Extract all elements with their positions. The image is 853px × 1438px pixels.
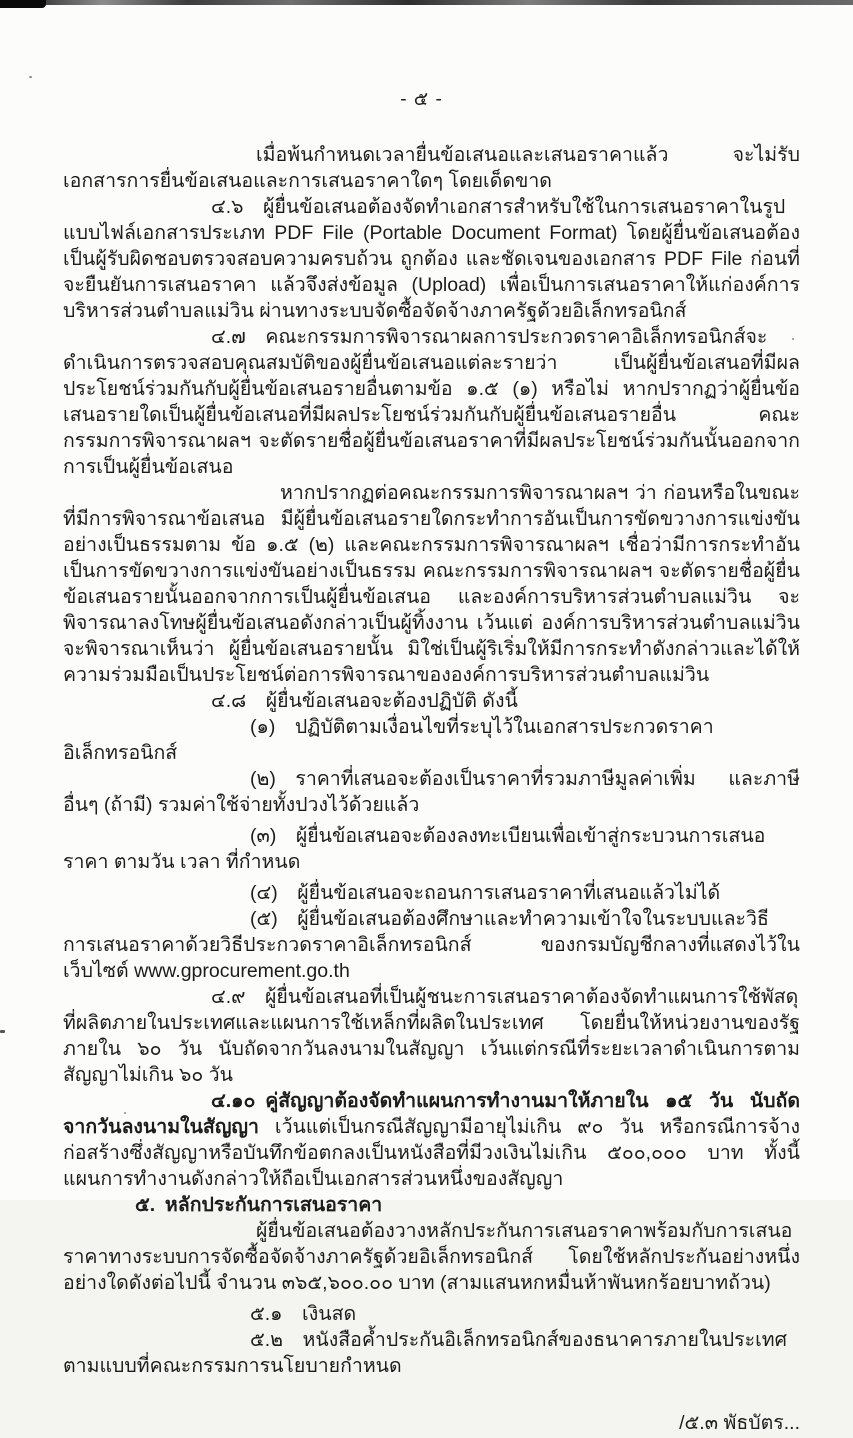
clause-4-8: ๔.๘ ผู้ยื่นข้อเสนอจะต้องปฏิบัติ ดังนี้ [211, 690, 518, 712]
clause-4-10 [63, 1088, 800, 1192]
clause-4-8-item-2: (๒) ราคาที่เสนอจะต้องเป็นราคาที่รวมภาษีมูลค่าเพิ่ม และภาษีอื่นๆ (ถ้ามี) รวมค่าใช้จ่ายทั้งปวงไว้ด้วยแล้ว [63, 768, 800, 816]
para-bid-guarantee: ผู้ยื่นข้อเสนอต้องวางหลักประกันการเสนอราคาพร้อมกับการเสนอราคาทางระบบการจัดซื้อจัดจ้างภาครัฐด้วยอิเล็กทรอนิกส์ โดยใช้หลักประกันอย่างหนึ่งอย่างใดดังต่อไปนี้ จำนวน ๓๖๕,๖๐๐.๐๐ บาท (สามแสนหกหมื่นห้าพันหกร้อยบาทถ้วน) [63, 1220, 800, 1294]
clause-5-2: ๕.๒ หนังสือค้ำประกันอิเล็กทรอนิกส์ของธนาคารภายในประเทศตามแบบที่คณะกรรมการนโยบายกำหนด [63, 1329, 788, 1377]
page-number: - ๕ - [400, 89, 443, 110]
clause-4-9: ๔.๙ ผู้ยื่นข้อเสนอที่เป็นผู้ชนะการเสนอราคาต้องจัดทำแผนการใช้พัสดุที่ผลิตภายในประเทศและแผนการใช้เหล็กที่ผลิตในประเทศ โดยยื่นให้หน่วยงานของรัฐภายใน ๖๐ วัน นับถัดจากวันลงนามในสัญญา เว้นแต่กรณีที่ระยะเวลาดำเนินการตามสัญญาไม่เกิน ๖๐ วัน [63, 986, 800, 1086]
clause-4-6: ๔.๖ ผู้ยื่นข้อเสนอต้องจัดทำเอกสารสำหรับใช้ในการเสนอราคาในรูปแบบไฟล์เอกสารประเภท PDF File (Portable Document Format) โดยผู้ยื่นข้อเสนอต้องเป็นผู้รับผิดชอบตรวจสอบความครบถ้วน ถูกต้อง และชัดเจนของเอกสาร PDF File ก่อนที่จะยืนยันการเสนอราคา แล้วจึงส่งข้อมูล (Upload) เพื่อเป็นการเสนอราคาให้แก่องค์การบริหารส่วนตำบลแม่วิน ผ่านทางระบบจัดซื้อจัดจ้างภาครัฐด้วยอิเล็กทรอนิกส์ [63, 196, 800, 322]
clause-4-10-rest-text: เว้นแต่เป็นกรณีสัญญามีอายุไม่เกิน ๙๐ วัน หรือกรณีการจ้างก่อสร้างซึ่งสัญญาหรือบันทึกข้อตกลงเป็นหนังสือที่มีวงเงินไม่เกิน ๕๐๐,๐๐๐ บาท ทั้งนี้ แผนการทำงานดังกล่าวให้ถือเป็นเอกสารส่วนหนึ่งของสัญญา [63, 1116, 800, 1190]
section-5-heading: ๕. หลักประกันการเสนอราคา [135, 1194, 383, 1216]
clause-5-1: ๕.๑ เงินสด [250, 1303, 357, 1325]
clause-4-7: ๔.๗ คณะกรรมการพิจารณาผลการประกวดราคาอิเล็กทรอนิกส์จะดำเนินการตรวจสอบคุณสมบัติของผู้ยื่นข้อเสนอแต่ละรายว่า เป็นผู้ยื่นข้อเสนอที่มีผลประโยชน์ร่วมกันกับผู้ยื่นข้อเสนอรายอื่นตามข้อ ๑.๕ (๑) หรือไม่ หากปรากฏว่าผู้ยื่นข้อเสนอรายใดเป็นผู้ยื่นข้อเสนอที่มีผลประโยชน์ร่วมกันกับผู้ยื่นข้อเสนอรายอื่น คณะกรรมการพิจารณาผลฯ จะตัดรายชื่อผู้ยื่นข้อเสนอราคาที่มีผลประโยชน์ร่วมกันนั้นออกจากการเป็นผู้ยื่นข้อเสนอ [63, 326, 800, 478]
clause-4-10-bold-text: ๔.๑๐ คู่สัญญาต้องจัดทำแผนการทำงานมาให้ภายใน ๑๕ วัน นับถัดจากวันลงนามในสัญญา [63, 1090, 800, 1138]
clause-4-8-item-1: (๑) ปฏิบัติตามเงื่อนไขที่ระบุไว้ในเอกสารประกวดราคาอิเล็กทรอนิกส์ [63, 716, 714, 764]
clause-4-8-item-5: (๕) ผู้ยื่นข้อเสนอต้องศึกษาและทำความเข้าใจในระบบและวิธีการเสนอราคาด้วยวิธีประกวดราคาอิเล็กทรอนิกส์ ของกรมบัญชีกลางที่แสดงไว้ในเว็บไซต์ www.gprocurement.go.th [63, 908, 800, 982]
clause-4-8-item-3: (๓) ผู้ยื่นข้อเสนอจะต้องลงทะเบียนเพื่อเข้าสู่กระบวนการเสนอราคา ตามวัน เวลา ที่กำหนด [63, 825, 766, 873]
para-deadline-notice: เมื่อพ้นกำหนดเวลายื่นข้อเสนอและเสนอราคาแล้ว จะไม่รับเอกสารการยื่นข้อเสนอและการเสนอราคาใดๆ โดยเด็ดขาด [63, 144, 800, 192]
clause-4-8-item-4: (๔) ผู้ยื่นข้อเสนอจะถอนการเสนอราคาที่เสนอแล้วไม่ได้ [250, 882, 721, 904]
para-fair-competition: หากปรากฏต่อคณะกรรมการพิจารณาผลฯ ว่า ก่อนหรือในขณะ ที่มีการพิจารณาข้อเสนอ มีผู้ยื่นข้อเสนอรายใดกระทำการอันเป็นการขัดขวางการแข่งขันอย่างเป็นธรรมตาม ข้อ ๑.๕ (๒) และคณะกรรมการพิจารณาผลฯ เชื่อว่ามีการกระทำอันเป็นการขัดขวางการแข่งขันอย่างเป็นธรรม คณะกรรมการพิจารณาผลฯ จะตัดรายชื่อผู้ยื่นข้อเสนอรายนั้นออกจากการเป็นผู้ยื่นข้อเสนอ และองค์การบริหารส่วนตำบลแม่วิน จะพิจารณาลงโทษผู้ยื่นข้อเสนอดังกล่าวเป็นผู้ทิ้งงาน เว้นแต่ องค์การบริหารส่วนตำบลแม่วิน จะพิจารณาเห็นว่า ผู้ยื่นข้อเสนอรายนั้น มิใช่เป็นผู้ริเริ่มให้มีการกระทำดังกล่าวและได้ให้ความร่วมมือเป็นประโยชน์ต่อการพิจารณาขององค์การบริหารส่วนตำบลแม่วิน [63, 482, 800, 686]
continuation-marker: /๕.๓ พัธบัตร... [679, 1412, 800, 1434]
